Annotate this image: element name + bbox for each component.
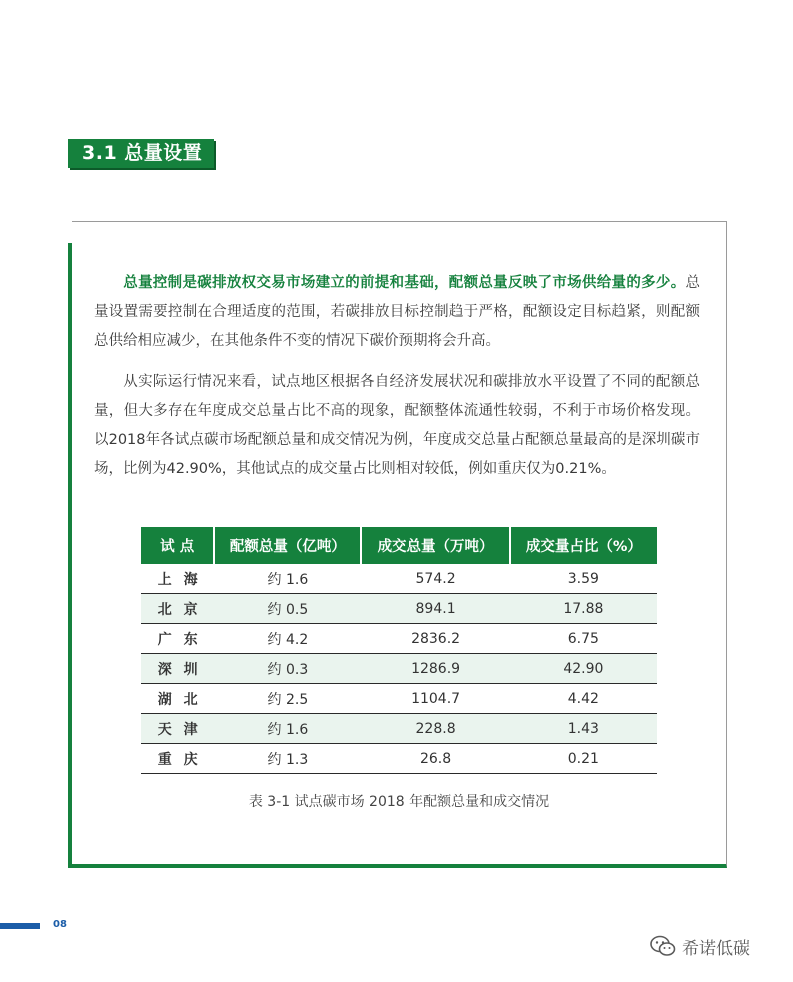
table-row	[141, 564, 657, 594]
cell-city: 广东	[141, 624, 214, 654]
watermark-text: 希诺低碳	[682, 938, 750, 959]
table-row	[141, 654, 657, 684]
paragraph-2	[94, 368, 700, 484]
header-ratio: 成交量占比（%）	[510, 527, 657, 564]
table-row	[141, 684, 657, 714]
cell-ratio: 3.59	[510, 564, 657, 594]
paragraph-1	[94, 269, 700, 356]
cell-volume: 228.8	[361, 714, 509, 744]
footer-bar	[0, 923, 40, 929]
page-number: 08	[53, 919, 67, 930]
cell-city: 深圳	[141, 654, 214, 684]
watermark	[650, 934, 750, 958]
header-volume: 成交总量（万吨）	[361, 527, 509, 564]
table-row	[141, 594, 657, 624]
cell-volume: 894.1	[361, 594, 509, 624]
header-allowance: 配额总量（亿吨）	[214, 527, 361, 564]
section-title: 3.1 总量设置	[68, 139, 214, 168]
header-pilot: 试 点	[141, 527, 214, 564]
table-row	[141, 714, 657, 744]
cell-allowance: 约 4.2	[214, 624, 361, 654]
allowance-table	[141, 527, 657, 774]
cell-ratio: 42.90	[510, 654, 657, 684]
paragraph-1-body: 总量设置需要控制在合理适度的范围，若碳排放目标控制趋于严格，配额设定目标趋紧，则配额总供给相应减少，在其他条件不变的情况下碳价预期将会升高。	[94, 275, 700, 349]
cell-allowance: 约 1.6	[214, 714, 361, 744]
cell-city: 湖北	[141, 684, 214, 714]
cell-ratio: 4.42	[510, 684, 657, 714]
cell-allowance: 约 0.5	[214, 594, 361, 624]
cell-ratio: 6.75	[510, 624, 657, 654]
cell-allowance: 约 1.3	[214, 744, 361, 774]
paragraph-1-lead: 总量控制是碳排放权交易市场建立的前提和基础，配额总量反映了市场供给量的多少。	[123, 275, 686, 291]
paragraph-2-text: 从实际运行情况来看，试点地区根据各自经济发展状况和碳排放水平设置了不同的配额总量，但大多存在年度成交总量占比不高的现象，配额整体流通性较弱，不利于市场价格发现。以2018年各试点碳市场配额总量和成交情况为例，年度成交总量占配额总量最高的是深圳碳市场，比例为42.90%，其他试点的成交量占比则相对较低，例如重庆仅为0.21%。	[94, 374, 700, 477]
wechat-icon	[650, 935, 676, 957]
cell-city: 北京	[141, 594, 214, 624]
cell-allowance: 约 0.3	[214, 654, 361, 684]
cell-ratio: 17.88	[510, 594, 657, 624]
cell-city: 天津	[141, 714, 214, 744]
table-header-row	[141, 527, 657, 564]
cell-ratio: 0.21	[510, 744, 657, 774]
cell-city: 重庆	[141, 744, 214, 774]
table-row	[141, 624, 657, 654]
table-row	[141, 744, 657, 774]
cell-volume: 1286.9	[361, 654, 509, 684]
cell-allowance: 约 1.6	[214, 564, 361, 594]
cell-ratio: 1.43	[510, 714, 657, 744]
cell-volume: 574.2	[361, 564, 509, 594]
cell-volume: 26.8	[361, 744, 509, 774]
panel-notch	[68, 221, 72, 243]
table-caption: 表 3-1 试点碳市场 2018 年配额总量和成交情况	[248, 794, 550, 810]
cell-allowance: 约 2.5	[214, 684, 361, 714]
cell-volume: 1104.7	[361, 684, 509, 714]
cell-city: 上海	[141, 564, 214, 594]
cell-volume: 2836.2	[361, 624, 509, 654]
